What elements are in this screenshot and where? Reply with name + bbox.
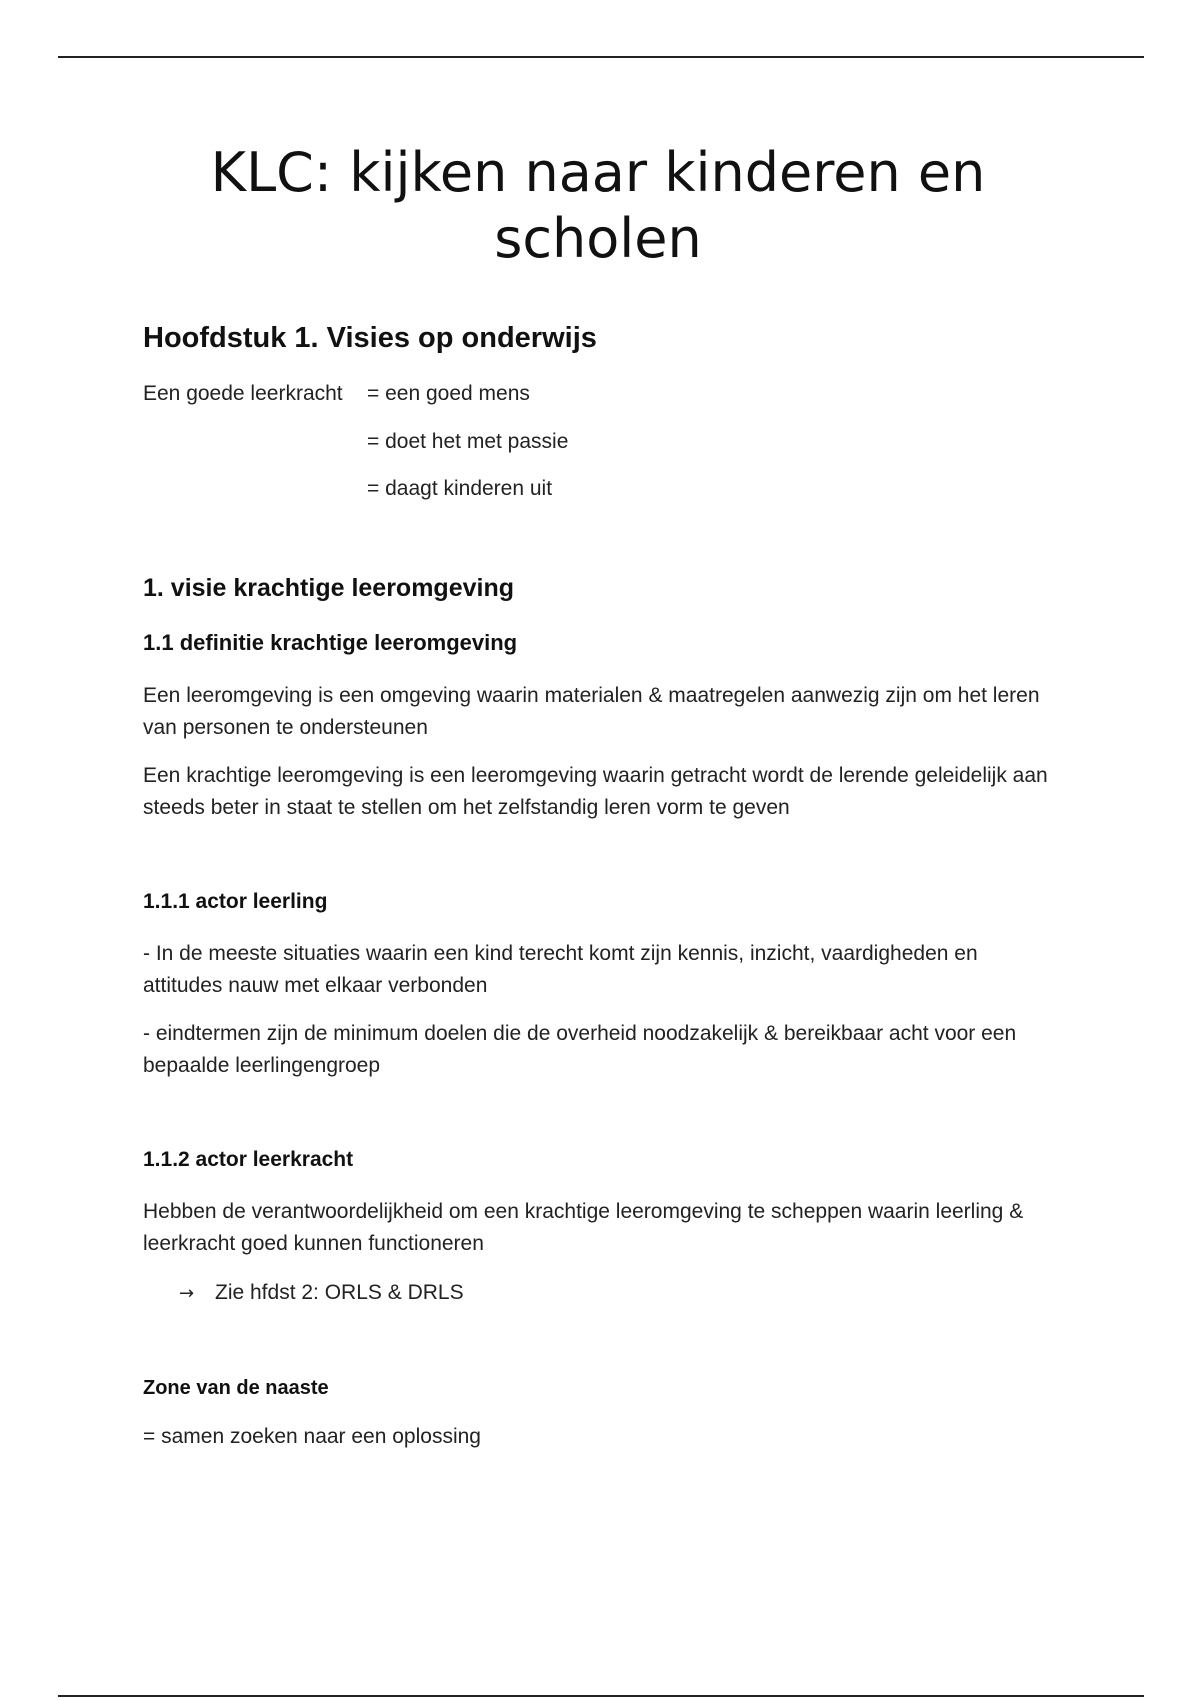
definition-value-3: = daagt kinderen uit — [367, 477, 553, 500]
bottom-rule — [58, 1695, 1144, 1697]
section-1-1-paragraph-2: Een krachtige leeromgeving is een leeromgeving waarin getracht wordt de lerende geleidelijk aan steeds beter in staat te stellen om het zelfstandig leren vorm te geven — [143, 764, 1048, 819]
section-1-1-1-paragraph-2: - eindtermen zijn de minimum doelen die de overheid noodzakelijk & bereikbaar acht voor een bepaalde leerlingengroep — [143, 1022, 1017, 1077]
document-title: KLC: kijken naar kinderen en scholen — [210, 141, 986, 270]
definition-value-2: = doet het met passie — [367, 430, 569, 453]
right-arrow-icon: → — [179, 1283, 195, 1304]
section-1-1-1-paragraph-1: - In de meeste situaties waarin een kind terecht komt zijn kennis, inzicht, vaardigheden en attitudes nauw met elkaar verbonden — [143, 942, 978, 997]
chapter-heading: Hoofdstuk 1. Visies op onderwijs — [143, 322, 597, 354]
zone-text: = samen zoeken naar een oplossing — [143, 1425, 481, 1448]
section-1-1-2-heading: 1.1.2 actor leerkracht — [143, 1148, 354, 1171]
section-1-1-heading: 1.1 definitie krachtige leeromgeving — [143, 630, 518, 655]
section-1-1-paragraph-1: Een leeromgeving is een omgeving waarin materialen & maatregelen aanwezig zijn om het leren van personen te ondersteunen — [143, 684, 1040, 739]
zone-heading: Zone van de naaste — [143, 1377, 329, 1399]
section-1-1-1-heading: 1.1.1 actor leerling — [143, 890, 328, 913]
reference-line — [179, 1281, 464, 1305]
reference-text: Zie hfdst 2: ORLS & DRLS — [215, 1281, 464, 1304]
definition-term: Een goede leerkracht — [143, 382, 343, 405]
top-rule — [58, 56, 1144, 58]
section-1-heading: 1. visie krachtige leeromgeving — [143, 574, 514, 602]
definition-value-1: = een goed mens — [367, 382, 530, 405]
section-1-1-2-paragraph: Hebben de verantwoordelijkheid om een krachtige leeromgeving te scheppen waarin leerling & leerkracht goed kunnen functioneren — [143, 1200, 1024, 1255]
